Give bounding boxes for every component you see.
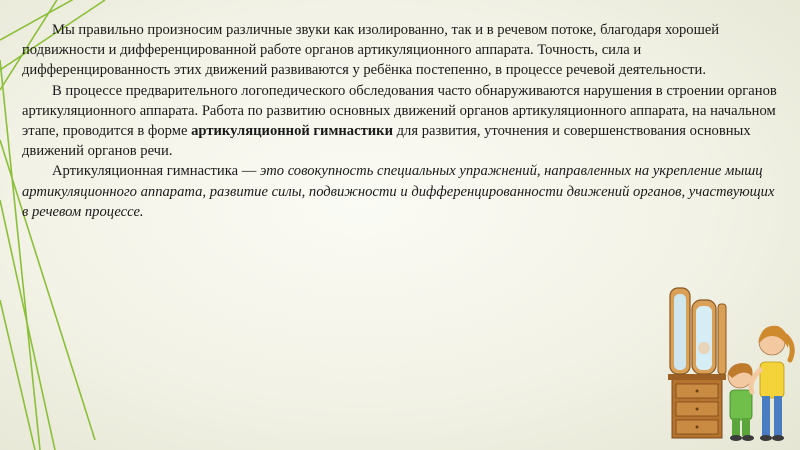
paragraph-2-end: для развития, уточнения и совершенствования основных движений органов речи. <box>22 123 751 160</box>
paragraph-2-start: В процессе предварительного логопедического обследования часто обнаруживаются нарушения в строении органов артикуляционного аппарата. Работа по развитию основных движений органов артикуляционного аппарата, на начальном этапе, проводится в форме <box>22 82 777 140</box>
paragraph-1: Мы правильно произносим различные звуки как изолированно, так и в речевом потоке, благодаря хорошей подвижности и дифференцированной работе органов артикуляционного аппарата. Точность, сила и дифференцированность этих движений развиваются у ребёнка постепенно, в процессе речевой деятельности. <box>22 22 720 79</box>
slide-text <box>22 20 782 222</box>
definition-dash: — <box>238 163 260 180</box>
paragraph-3 <box>22 161 782 222</box>
paragraph-2 <box>22 81 782 162</box>
definition-text: это совокупность специальных упражнений, направленных на укрепление мышц артикуляционного аппарата, развитие силы, подвижности и дифференцированности движений органов, участвующих в речевом процессе. <box>22 163 775 220</box>
children-at-mirror-illustration <box>668 286 798 448</box>
paragraph-2-bold-term: артикуляционной гимнастики <box>191 123 393 140</box>
definition-term: Артикуляционная гимнастика <box>52 163 239 180</box>
